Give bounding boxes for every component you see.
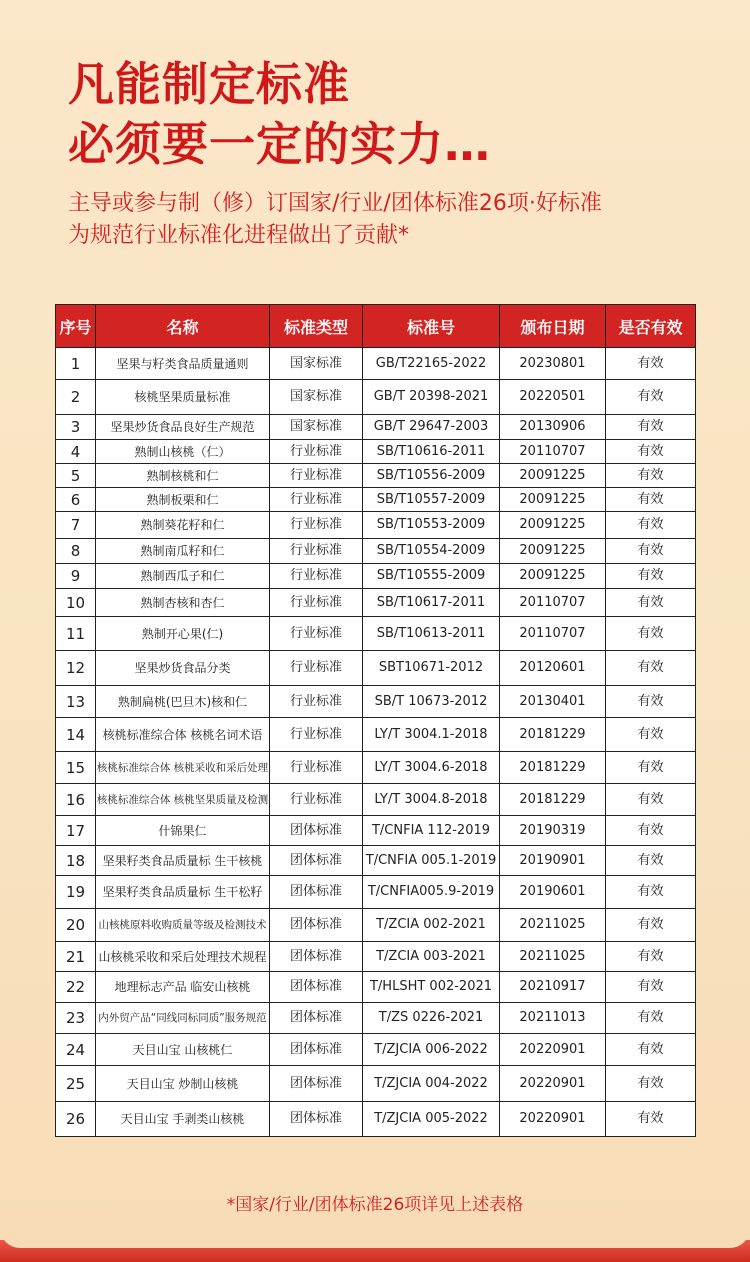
cell-name: 山核桃原料收购质量等级及检测技术 xyxy=(96,909,270,942)
cell-type: 行业标准 xyxy=(270,718,363,752)
cell-index: 16 xyxy=(56,784,96,816)
cell-valid: 有效 xyxy=(606,816,696,846)
cell-name: 熟制西瓜子和仁 xyxy=(96,564,270,589)
header-cell-valid: 是否有效 xyxy=(606,305,696,348)
cell-code: T/ZJCIA 004-2022 xyxy=(363,1066,500,1102)
cell-code: SB/T10557-2009 xyxy=(363,488,500,512)
cell-name: 山核桃采收和采后处理技术规程 xyxy=(96,942,270,972)
cell-code: LY/T 3004.1-2018 xyxy=(363,718,500,752)
cell-index: 9 xyxy=(56,564,96,589)
bottom-decorative-band xyxy=(0,1240,750,1262)
table-row xyxy=(56,564,696,589)
cell-valid: 有效 xyxy=(606,942,696,972)
cell-index: 13 xyxy=(56,686,96,718)
cell-name: 天目山宝 炒制山核桃 xyxy=(96,1066,270,1102)
cell-index: 18 xyxy=(56,846,96,876)
cell-code: T/ZJCIA 005-2022 xyxy=(363,1102,500,1137)
cell-date: 20190319 xyxy=(500,816,606,846)
cell-code: GB/T22165-2022 xyxy=(363,348,500,380)
table-row xyxy=(56,512,696,539)
cell-type: 行业标准 xyxy=(270,589,363,617)
cell-valid: 有效 xyxy=(606,564,696,589)
cell-type: 团体标准 xyxy=(270,972,363,1003)
cell-valid: 有效 xyxy=(606,380,696,415)
cell-name: 熟制扁桃(巴旦木)核和仁 xyxy=(96,686,270,718)
cell-type: 行业标准 xyxy=(270,512,363,539)
cell-name: 熟制葵花籽和仁 xyxy=(96,512,270,539)
header-cell-index: 序号 xyxy=(56,305,96,348)
cell-name: 核桃坚果质量标准 xyxy=(96,380,270,415)
table-row xyxy=(56,1066,696,1102)
cell-index: 15 xyxy=(56,752,96,784)
cell-type: 团体标准 xyxy=(270,1066,363,1102)
cell-index: 8 xyxy=(56,539,96,564)
cell-name: 什锦果仁 xyxy=(96,816,270,846)
cell-code: T/HLSHT 002-2021 xyxy=(363,972,500,1003)
table-row xyxy=(56,752,696,784)
cell-date: 20211013 xyxy=(500,1003,606,1034)
cell-type: 行业标准 xyxy=(270,488,363,512)
cell-date: 20220901 xyxy=(500,1102,606,1137)
table-row xyxy=(56,348,696,380)
cell-date: 20110707 xyxy=(500,589,606,617)
cell-date: 20220501 xyxy=(500,380,606,415)
cell-valid: 有效 xyxy=(606,464,696,488)
cell-valid: 有效 xyxy=(606,617,696,651)
cell-code: SB/T10556-2009 xyxy=(363,464,500,488)
cell-code: GB/T 29647-2003 xyxy=(363,415,500,440)
table-row xyxy=(56,617,696,651)
table-row xyxy=(56,972,696,1003)
cell-index: 23 xyxy=(56,1003,96,1034)
cell-type: 团体标准 xyxy=(270,1102,363,1137)
cell-valid: 有效 xyxy=(606,348,696,380)
cell-type: 国家标准 xyxy=(270,380,363,415)
table-row xyxy=(56,686,696,718)
cell-date: 20190601 xyxy=(500,876,606,909)
cell-code: SB/T 10673-2012 xyxy=(363,686,500,718)
cell-type: 团体标准 xyxy=(270,1003,363,1034)
table-row xyxy=(56,1003,696,1034)
cell-date: 20091225 xyxy=(500,564,606,589)
cell-name: 核桃标准综合体 核桃采收和采后处理 xyxy=(96,752,270,784)
cell-name: 坚果籽类食品质量标 生干松籽 xyxy=(96,876,270,909)
table-row xyxy=(56,1034,696,1066)
cell-index: 6 xyxy=(56,488,96,512)
table-row xyxy=(56,589,696,617)
cell-type: 行业标准 xyxy=(270,784,363,816)
cell-index: 10 xyxy=(56,589,96,617)
cell-code: LY/T 3004.8-2018 xyxy=(363,784,500,816)
table-row xyxy=(56,440,696,464)
table-row xyxy=(56,464,696,488)
cell-index: 14 xyxy=(56,718,96,752)
cell-index: 1 xyxy=(56,348,96,380)
cell-name: 熟制山核桃（仁） xyxy=(96,440,270,464)
cell-date: 20110707 xyxy=(500,617,606,651)
cell-code: SB/T10555-2009 xyxy=(363,564,500,589)
cell-type: 团体标准 xyxy=(270,816,363,846)
cell-name: 核桃标准综合体 核桃名词术语 xyxy=(96,718,270,752)
cell-name: 天目山宝 山核桃仁 xyxy=(96,1034,270,1066)
subtitle-line-1: 主导或参与制（修）订国家/行业/团体标准26项·好标准 xyxy=(68,191,602,216)
table-row xyxy=(56,415,696,440)
cell-index: 20 xyxy=(56,909,96,942)
cell-name: 坚果籽类食品质量标 生干核桃 xyxy=(96,846,270,876)
cell-date: 20091225 xyxy=(500,539,606,564)
cell-date: 20181229 xyxy=(500,718,606,752)
cell-index: 25 xyxy=(56,1066,96,1102)
cell-type: 团体标准 xyxy=(270,876,363,909)
cell-index: 22 xyxy=(56,972,96,1003)
footer-note: *国家/行业/团体标准26项详见上述表格 xyxy=(226,1195,524,1215)
cell-valid: 有效 xyxy=(606,539,696,564)
cell-type: 团体标准 xyxy=(270,846,363,876)
cell-valid: 有效 xyxy=(606,972,696,1003)
cell-type: 行业标准 xyxy=(270,752,363,784)
cell-name: 内外贸产品“同线同标同质”服务规范 xyxy=(96,1003,270,1034)
table-row xyxy=(56,539,696,564)
cell-index: 26 xyxy=(56,1102,96,1137)
cell-index: 24 xyxy=(56,1034,96,1066)
cell-type: 行业标准 xyxy=(270,686,363,718)
cell-type: 团体标准 xyxy=(270,942,363,972)
cell-type: 团体标准 xyxy=(270,909,363,942)
cell-name: 坚果与籽类食品质量通则 xyxy=(96,348,270,380)
cell-index: 3 xyxy=(56,415,96,440)
cell-name: 核桃标准综合体 核桃坚果质量及检测 xyxy=(96,784,270,816)
cell-index: 5 xyxy=(56,464,96,488)
cell-date: 20130906 xyxy=(500,415,606,440)
cell-index: 7 xyxy=(56,512,96,539)
cell-valid: 有效 xyxy=(606,752,696,784)
table-header-row xyxy=(56,305,696,348)
cell-index: 11 xyxy=(56,617,96,651)
cell-type: 行业标准 xyxy=(270,539,363,564)
cell-name: 熟制核桃和仁 xyxy=(96,464,270,488)
cell-type: 国家标准 xyxy=(270,415,363,440)
standards-table xyxy=(55,304,696,1137)
cell-valid: 有效 xyxy=(606,512,696,539)
cell-valid: 有效 xyxy=(606,488,696,512)
table-row xyxy=(56,784,696,816)
cell-code: SB/T10613-2011 xyxy=(363,617,500,651)
cell-name: 熟制开心果(仁) xyxy=(96,617,270,651)
cell-date: 20211025 xyxy=(500,942,606,972)
cell-type: 行业标准 xyxy=(270,440,363,464)
cell-valid: 有效 xyxy=(606,909,696,942)
headline-line-1: 凡能制定标准 xyxy=(68,57,350,111)
table-row xyxy=(56,942,696,972)
cell-code: T/ZCIA 002-2021 xyxy=(363,909,500,942)
cell-name: 熟制杏核和杏仁 xyxy=(96,589,270,617)
table-row xyxy=(56,876,696,909)
cell-date: 20181229 xyxy=(500,784,606,816)
cell-type: 行业标准 xyxy=(270,464,363,488)
header-cell-date: 颁布日期 xyxy=(500,305,606,348)
table-row xyxy=(56,816,696,846)
cell-date: 20181229 xyxy=(500,752,606,784)
cell-index: 19 xyxy=(56,876,96,909)
cell-type: 行业标准 xyxy=(270,564,363,589)
header-cell-code: 标准号 xyxy=(363,305,500,348)
cell-name: 熟制板栗和仁 xyxy=(96,488,270,512)
cell-code: SB/T10553-2009 xyxy=(363,512,500,539)
cell-valid: 有效 xyxy=(606,440,696,464)
cell-code: T/ZCIA 003-2021 xyxy=(363,942,500,972)
cell-type: 团体标准 xyxy=(270,1034,363,1066)
cell-index: 17 xyxy=(56,816,96,846)
cell-type: 行业标准 xyxy=(270,617,363,651)
cell-name: 天目山宝 手剥类山核桃 xyxy=(96,1102,270,1137)
cell-date: 20110707 xyxy=(500,440,606,464)
cell-date: 20091225 xyxy=(500,488,606,512)
cell-code: T/ZS 0226-2021 xyxy=(363,1003,500,1034)
cell-valid: 有效 xyxy=(606,1102,696,1137)
cell-name: 坚果炒货食品良好生产规范 xyxy=(96,415,270,440)
table-row xyxy=(56,651,696,686)
cell-valid: 有效 xyxy=(606,589,696,617)
cell-date: 20190901 xyxy=(500,846,606,876)
cell-code: T/ZJCIA 006-2022 xyxy=(363,1034,500,1066)
cell-index: 4 xyxy=(56,440,96,464)
cell-code: SB/T10554-2009 xyxy=(363,539,500,564)
cell-valid: 有效 xyxy=(606,1003,696,1034)
cell-code: SBT10671-2012 xyxy=(363,651,500,686)
cell-code: T/CNFIA 112-2019 xyxy=(363,816,500,846)
cell-valid: 有效 xyxy=(606,686,696,718)
header-cell-name: 名称 xyxy=(96,305,270,348)
cell-code: SB/T10617-2011 xyxy=(363,589,500,617)
table-row xyxy=(56,380,696,415)
cell-code: LY/T 3004.6-2018 xyxy=(363,752,500,784)
cell-valid: 有效 xyxy=(606,415,696,440)
cell-index: 2 xyxy=(56,380,96,415)
cell-valid: 有效 xyxy=(606,1066,696,1102)
cell-date: 20091225 xyxy=(500,464,606,488)
cell-date: 20220901 xyxy=(500,1034,606,1066)
cell-date: 20211025 xyxy=(500,909,606,942)
cell-date: 20130401 xyxy=(500,686,606,718)
cell-date: 20120601 xyxy=(500,651,606,686)
table-row xyxy=(56,1102,696,1137)
cell-date: 20230801 xyxy=(500,348,606,380)
subtitle-line-2: 为规范行业标准化进程做出了贡献* xyxy=(68,223,410,248)
cell-name: 坚果炒货食品分类 xyxy=(96,651,270,686)
cell-valid: 有效 xyxy=(606,1034,696,1066)
table-row xyxy=(56,718,696,752)
cell-date: 20210917 xyxy=(500,972,606,1003)
cell-valid: 有效 xyxy=(606,718,696,752)
cell-valid: 有效 xyxy=(606,651,696,686)
cell-index: 21 xyxy=(56,942,96,972)
cell-code: GB/T 20398-2021 xyxy=(363,380,500,415)
headline-line-2: 必须要一定的实力… xyxy=(68,117,491,171)
header-cell-type: 标准类型 xyxy=(270,305,363,348)
cell-code: T/CNFIA005.9-2019 xyxy=(363,876,500,909)
cell-code: SB/T10616-2011 xyxy=(363,440,500,464)
standards-table-container xyxy=(55,304,695,1137)
table-row xyxy=(56,846,696,876)
cell-name: 熟制南瓜籽和仁 xyxy=(96,539,270,564)
table-row xyxy=(56,909,696,942)
table-row xyxy=(56,488,696,512)
cell-type: 行业标准 xyxy=(270,651,363,686)
cell-index: 12 xyxy=(56,651,96,686)
cell-valid: 有效 xyxy=(606,784,696,816)
cell-name: 地理标志产品 临安山核桃 xyxy=(96,972,270,1003)
cell-code: T/CNFIA 005.1-2019 xyxy=(363,846,500,876)
cell-valid: 有效 xyxy=(606,846,696,876)
cell-valid: 有效 xyxy=(606,876,696,909)
cell-date: 20091225 xyxy=(500,512,606,539)
cell-date: 20220901 xyxy=(500,1066,606,1102)
cell-type: 国家标准 xyxy=(270,348,363,380)
